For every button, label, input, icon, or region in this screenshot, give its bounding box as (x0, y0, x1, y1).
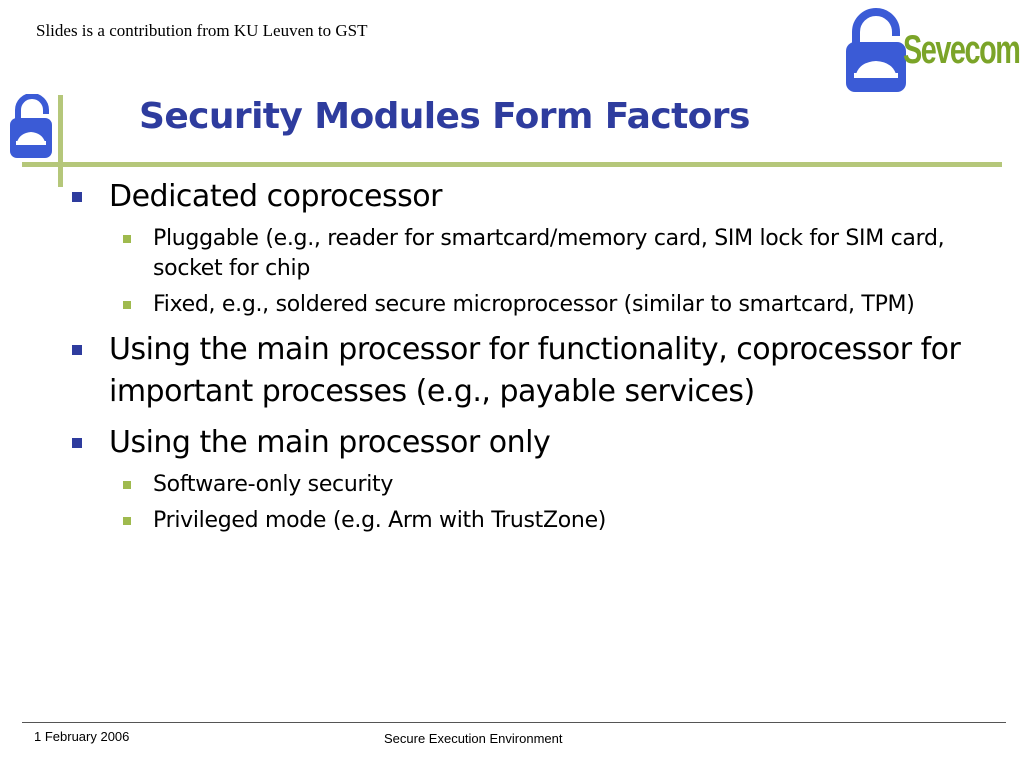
sub-bullet-item: Software-only security (116, 470, 972, 500)
sub-bullet-item: Privileged mode (e.g. Arm with TrustZone) (116, 506, 972, 536)
side-lock-icon (8, 94, 56, 160)
footer-title: Secure Execution Environment (384, 731, 563, 746)
sub-bullet-item: Pluggable (e.g., reader for smartcard/memory card, SIM lock for SIM card, socket for chip (116, 224, 972, 284)
bullet-item: Using the main processor only (72, 422, 972, 464)
sub-bullet-square-icon (123, 481, 131, 489)
logo-wordmark: Sevecom (903, 28, 1020, 72)
vertical-rule (58, 95, 63, 187)
sub-bullet-square-icon (123, 517, 131, 525)
bullet-item: Using the main processor for functionality, coprocessor for important processes (e.g., payable services) (72, 329, 972, 413)
footer-date: 1 February 2006 (34, 729, 130, 744)
slide-title: Security Modules Form Factors (139, 96, 750, 137)
credit-text: Slides is a contribution from KU Leuven to GST (36, 21, 368, 40)
sub-bullet-square-icon (123, 301, 131, 309)
bullet-square-icon (72, 438, 82, 448)
sub-bullet-item: Fixed, e.g., soldered secure microprocessor (similar to smartcard, TPM) (116, 290, 972, 320)
bullet-square-icon (72, 192, 82, 202)
bullet-item: Dedicated coprocessor (72, 176, 972, 218)
footer-rule (22, 722, 1006, 723)
horizontal-rule (22, 162, 1002, 167)
bullet-list (72, 176, 972, 536)
sub-bullet-square-icon (123, 235, 131, 243)
bullet-square-icon (72, 345, 82, 355)
